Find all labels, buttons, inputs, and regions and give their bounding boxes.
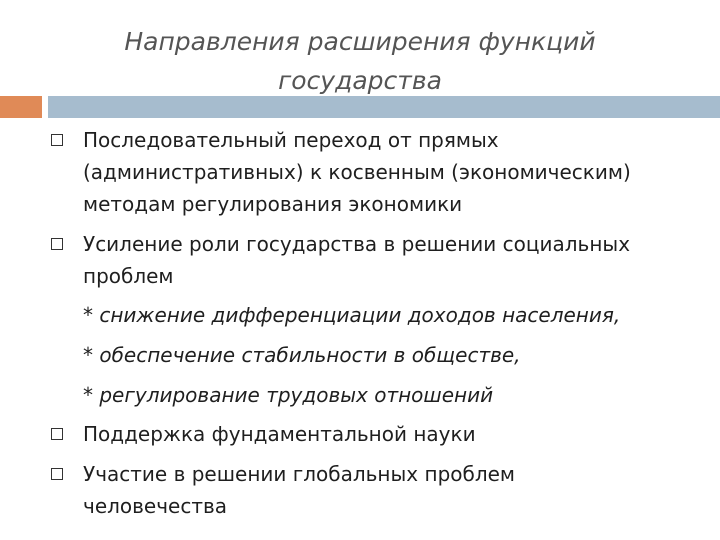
bullet-2-subitem-1: * снижение дифференциации доходов населения, xyxy=(83,303,621,327)
slide-title-line-1: Направления расширения функций xyxy=(124,27,596,56)
square-bullet-icon xyxy=(51,238,63,250)
bullet-2-subitem-3: * регулирование трудовых отношений xyxy=(83,383,494,407)
square-bullet-icon xyxy=(51,428,63,440)
slide-title-line-2: государства xyxy=(278,66,442,95)
bullet-1-line-2: (административных) к косвенным (экономическим) xyxy=(83,160,631,184)
bullet-3-line-1: Поддержка фундаментальной науки xyxy=(83,422,476,446)
bullet-2-line-2: проблем xyxy=(83,264,174,288)
square-bullet-icon xyxy=(51,134,63,146)
bullet-1-line-1: Последовательный переход от прямых xyxy=(83,128,499,152)
bullet-2-subitem-2: * обеспечение стабильности в обществе, xyxy=(83,343,521,367)
bullet-2-line-1: Усиление роли государства в решении социальных xyxy=(83,232,631,256)
bullet-4-line-1: Участие в решении глобальных проблем xyxy=(83,462,516,486)
bullet-4-line-2: человечества xyxy=(83,494,228,518)
bullet-1-line-3: методам регулирования экономики xyxy=(83,192,463,216)
square-bullet-icon xyxy=(51,468,63,480)
